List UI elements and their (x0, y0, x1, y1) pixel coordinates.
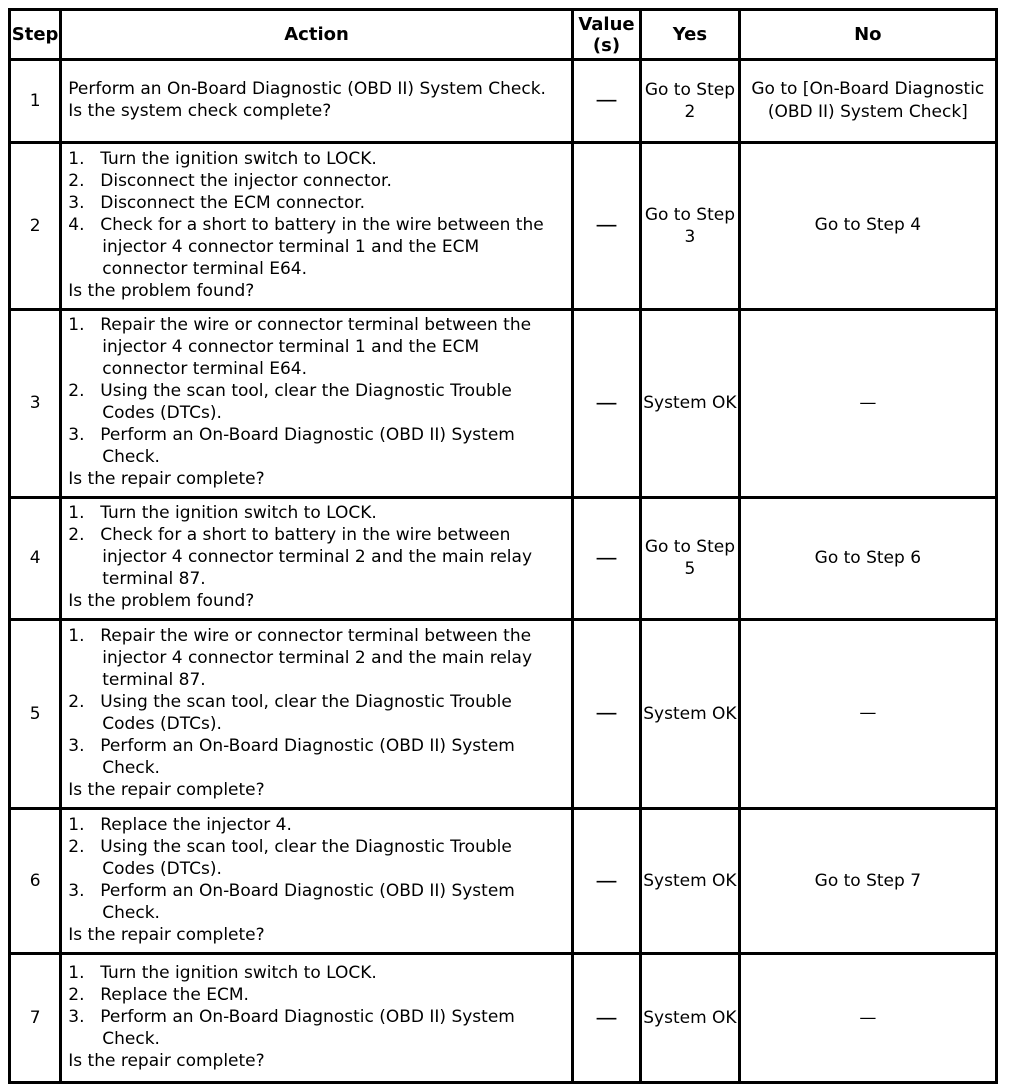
header-yes: Yes (641, 10, 739, 60)
action-list (68, 962, 567, 1050)
action-item-number: 2. (68, 985, 85, 1006)
header-action: Action (61, 10, 573, 60)
action-list-item (68, 625, 567, 691)
table-row (10, 60, 997, 143)
action-list (68, 625, 567, 779)
header-value: Value (s) (572, 10, 640, 60)
action-item-text: Turn the ignition switch to LOCK. (100, 963, 377, 984)
action-list-item (68, 735, 567, 779)
action-item-text: Perform an On-Board Diagnostic (OBD II) System Check. (100, 735, 515, 778)
yes-cell: System OK (641, 809, 739, 954)
value-cell: — (572, 619, 640, 808)
action-item-text: Replace the injector 4. (100, 815, 292, 836)
action-intro: Perform an On-Board Diagnostic (OBD II) System Check. (68, 78, 546, 99)
action-question: Is the problem found? (68, 280, 255, 301)
action-list-item (68, 502, 567, 524)
step-number: 6 (10, 809, 61, 954)
action-question: Is the repair complete? (68, 779, 265, 800)
action-item-number: 1. (68, 148, 85, 169)
action-list (68, 502, 567, 590)
yes-cell: Go to Step 2 (641, 60, 739, 143)
action-question: Is the system check complete? (68, 100, 332, 121)
action-item-text: Repair the wire or connector terminal between the injector 4 connector terminal 1 and the ECM connector terminal E64. (100, 315, 532, 380)
table-body (10, 60, 997, 1083)
action-list-item (68, 962, 567, 984)
action-item-number: 3. (68, 735, 85, 756)
table-row (10, 619, 997, 808)
action-item-text: Replace the ECM. (100, 985, 249, 1006)
yes-cell: System OK (641, 954, 739, 1083)
value-cell: — (572, 954, 640, 1083)
action-item-number: 4. (68, 214, 85, 235)
no-cell: — (739, 954, 996, 1083)
action-list (68, 148, 567, 280)
action-item-text: Check for a short to battery in the wire between injector 4 connector terminal 2 and the main relay terminal 87. (100, 525, 532, 590)
action-item-text: Using the scan tool, clear the Diagnostic Trouble Codes (DTCs). (100, 691, 512, 734)
action-item-text: Repair the wire or connector terminal between the injector 4 connector terminal 2 and the main relay terminal 87. (100, 625, 532, 690)
action-item-number: 2. (68, 170, 85, 191)
header-no: No (739, 10, 996, 60)
header-row (10, 10, 997, 60)
action-list-item (68, 814, 567, 836)
header-step: Step (10, 10, 61, 60)
action-cell (61, 60, 573, 143)
action-item-text: Using the scan tool, clear the Diagnostic Trouble Codes (DTCs). (100, 837, 512, 880)
action-list-item (68, 880, 567, 924)
action-item-text: Check for a short to battery in the wire between the injector 4 connector terminal 1 and the ECM connector terminal E64. (100, 214, 544, 279)
action-item-text: Turn the ignition switch to LOCK. (100, 503, 377, 524)
step-number: 1 (10, 60, 61, 143)
no-cell: Go to Step 6 (739, 497, 996, 619)
action-item-text: Disconnect the ECM connector. (100, 192, 366, 213)
no-cell: — (739, 309, 996, 497)
action-cell (61, 619, 573, 808)
action-list-item (68, 984, 567, 1006)
value-cell: — (572, 809, 640, 954)
no-cell: — (739, 619, 996, 808)
action-cell (61, 309, 573, 497)
action-cell (61, 497, 573, 619)
value-cell: — (572, 60, 640, 143)
action-cell (61, 954, 573, 1083)
action-item-text: Perform an On-Board Diagnostic (OBD II) System Check. (100, 425, 515, 468)
action-list-item (68, 148, 567, 170)
value-cell: — (572, 497, 640, 619)
action-list-item (68, 424, 567, 468)
action-list-item (68, 691, 567, 735)
action-item-text: Perform an On-Board Diagnostic (OBD II) System Check. (100, 1007, 515, 1050)
table-row (10, 142, 997, 309)
action-list-item (68, 380, 567, 424)
table-row (10, 809, 997, 954)
action-list-item (68, 192, 567, 214)
action-list-item (68, 836, 567, 880)
step-number: 2 (10, 142, 61, 309)
no-cell: Go to Step 4 (739, 142, 996, 309)
action-item-number: 1. (68, 503, 85, 524)
action-item-text: Disconnect the injector connector. (100, 170, 392, 191)
action-cell (61, 142, 573, 309)
action-item-number: 2. (68, 525, 85, 546)
action-question: Is the repair complete? (68, 925, 265, 946)
action-item-number: 1. (68, 625, 85, 646)
action-item-number: 1. (68, 315, 85, 336)
action-cell (61, 809, 573, 954)
table-row (10, 309, 997, 497)
action-item-number: 1. (68, 963, 85, 984)
step-number: 3 (10, 309, 61, 497)
action-list (68, 814, 567, 924)
table-row (10, 497, 997, 619)
yes-cell: System OK (641, 309, 739, 497)
action-list (68, 314, 567, 468)
action-list-item (68, 524, 567, 590)
yes-cell: Go to Step 5 (641, 497, 739, 619)
action-question: Is the repair complete? (68, 469, 265, 490)
action-item-number: 3. (68, 425, 85, 446)
step-number: 5 (10, 619, 61, 808)
action-item-number: 2. (68, 381, 85, 402)
action-question: Is the problem found? (68, 591, 255, 612)
action-question: Is the repair complete? (68, 1051, 265, 1072)
table-row (10, 954, 997, 1083)
action-list-item (68, 1006, 567, 1050)
action-item-number: 2. (68, 837, 85, 858)
action-item-number: 1. (68, 815, 85, 836)
value-cell: — (572, 309, 640, 497)
value-cell: — (572, 142, 640, 309)
diagnostic-table (8, 8, 998, 1084)
step-number: 7 (10, 954, 61, 1083)
action-item-text: Perform an On-Board Diagnostic (OBD II) System Check. (100, 881, 515, 924)
no-cell: Go to [On-Board Diagnostic (OBD II) System Check] (739, 60, 996, 143)
action-item-number: 3. (68, 1007, 85, 1028)
action-item-text: Using the scan tool, clear the Diagnostic Trouble Codes (DTCs). (100, 381, 512, 424)
action-list-item (68, 170, 567, 192)
no-cell: Go to Step 7 (739, 809, 996, 954)
action-item-text: Turn the ignition switch to LOCK. (100, 148, 377, 169)
action-item-number: 3. (68, 881, 85, 902)
action-list-item (68, 214, 567, 280)
yes-cell: System OK (641, 619, 739, 808)
step-number: 4 (10, 497, 61, 619)
action-item-number: 2. (68, 691, 85, 712)
action-list-item (68, 314, 567, 380)
action-item-number: 3. (68, 192, 85, 213)
yes-cell: Go to Step 3 (641, 142, 739, 309)
